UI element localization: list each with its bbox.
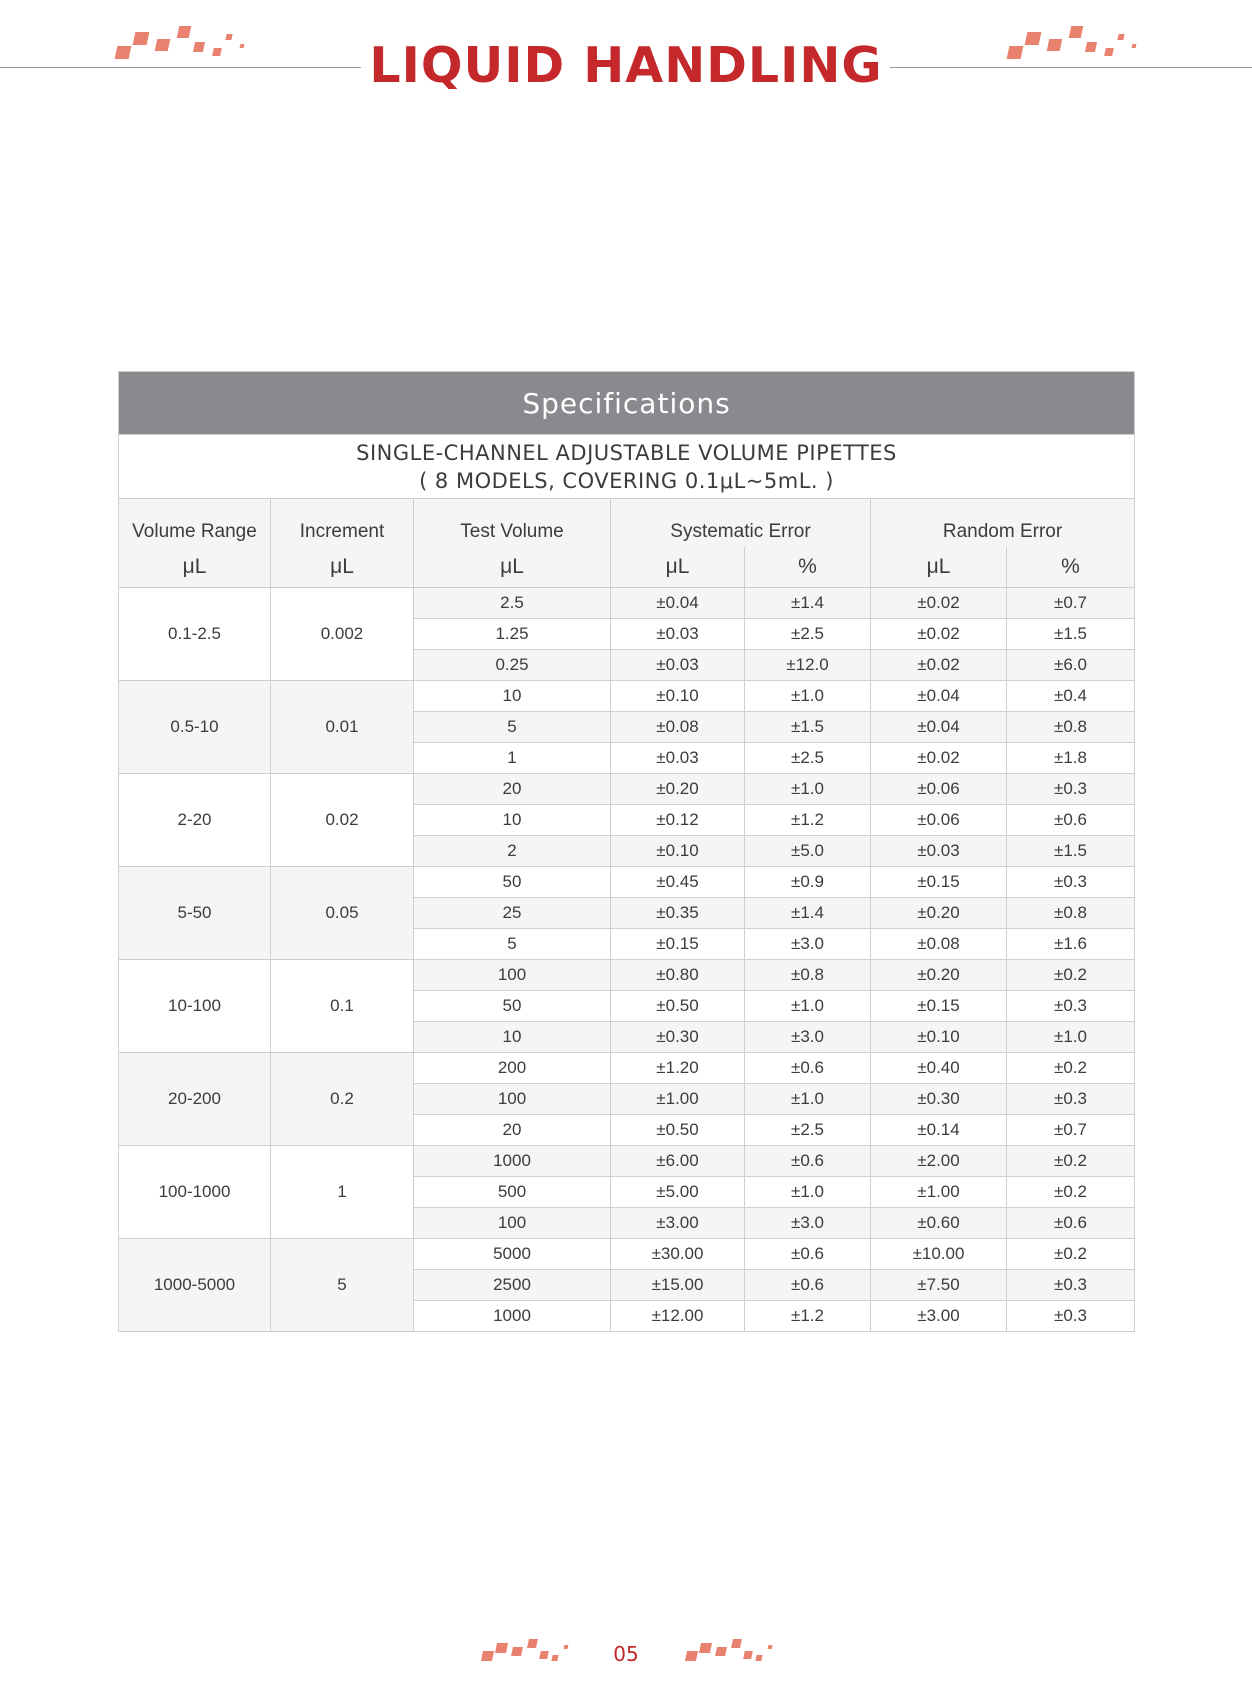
increment-cell: 0.05	[271, 867, 414, 960]
test-volume-cell: 20	[414, 774, 611, 805]
systematic-ul-cell: ±0.50	[611, 991, 745, 1022]
test-volume-cell: 1000	[414, 1146, 611, 1177]
systematic-ul-cell: ±0.30	[611, 1022, 745, 1053]
random-pct-cell: ±0.3	[1007, 774, 1135, 805]
increment-cell: 5	[271, 1239, 414, 1332]
header-random-error: Random Error	[871, 499, 1135, 548]
volume-range-cell: 2-20	[119, 774, 271, 867]
page-number: 05	[613, 1642, 639, 1666]
random-ul-cell: ±2.00	[871, 1146, 1007, 1177]
systematic-ul-cell: ±1.20	[611, 1053, 745, 1084]
volume-range-cell: 5-50	[119, 867, 271, 960]
header-test-volume: Test Volume	[414, 499, 611, 548]
random-ul-cell: ±7.50	[871, 1270, 1007, 1301]
random-ul-cell: ±0.40	[871, 1053, 1007, 1084]
test-volume-cell: 2	[414, 836, 611, 867]
systematic-pct-cell: ±1.0	[745, 681, 871, 712]
unit-test-volume: μL	[414, 547, 611, 588]
random-pct-cell: ±1.5	[1007, 836, 1135, 867]
volume-range-cell: 0.5-10	[119, 681, 271, 774]
random-ul-cell: ±0.02	[871, 743, 1007, 774]
systematic-pct-cell: ±0.9	[745, 867, 871, 898]
random-pct-cell: ±0.7	[1007, 1115, 1135, 1146]
systematic-pct-cell: ±1.2	[745, 1301, 871, 1332]
systematic-pct-cell: ±1.4	[745, 588, 871, 619]
random-ul-cell: ±0.06	[871, 774, 1007, 805]
table-subtitle	[119, 435, 1135, 499]
random-pct-cell: ±0.3	[1007, 1084, 1135, 1115]
systematic-ul-cell: ±0.15	[611, 929, 745, 960]
random-ul-cell: ±0.04	[871, 712, 1007, 743]
subtitle-line-1: SINGLE-CHANNEL ADJUSTABLE VOLUME PIPETTES	[356, 440, 897, 465]
test-volume-cell: 1.25	[414, 619, 611, 650]
test-volume-cell: 500	[414, 1177, 611, 1208]
increment-cell: 0.02	[271, 774, 414, 867]
unit-random-pct: %	[1007, 547, 1135, 588]
random-ul-cell: ±0.08	[871, 929, 1007, 960]
random-ul-cell: ±0.06	[871, 805, 1007, 836]
random-ul-cell: ±0.02	[871, 650, 1007, 681]
systematic-ul-cell: ±0.10	[611, 681, 745, 712]
systematic-ul-cell: ±0.04	[611, 588, 745, 619]
test-volume-cell: 2.5	[414, 588, 611, 619]
random-pct-cell: ±0.3	[1007, 867, 1135, 898]
systematic-pct-cell: ±3.0	[745, 1022, 871, 1053]
systematic-ul-cell: ±12.00	[611, 1301, 745, 1332]
random-ul-cell: ±0.14	[871, 1115, 1007, 1146]
test-volume-cell: 10	[414, 1022, 611, 1053]
systematic-pct-cell: ±2.5	[745, 1115, 871, 1146]
random-ul-cell: ±10.00	[871, 1239, 1007, 1270]
table-row	[119, 1239, 1135, 1270]
random-pct-cell: ±0.8	[1007, 898, 1135, 929]
random-ul-cell: ±0.60	[871, 1208, 1007, 1239]
systematic-ul-cell: ±3.00	[611, 1208, 745, 1239]
table-row	[119, 867, 1135, 898]
systematic-pct-cell: ±12.0	[745, 650, 871, 681]
random-pct-cell: ±0.6	[1007, 805, 1135, 836]
systematic-pct-cell: ±0.6	[745, 1146, 871, 1177]
volume-range-cell: 0.1-2.5	[119, 588, 271, 681]
systematic-ul-cell: ±0.45	[611, 867, 745, 898]
random-pct-cell: ±0.2	[1007, 1053, 1135, 1084]
unit-systematic-ul: μL	[611, 547, 745, 588]
systematic-pct-cell: ±1.4	[745, 898, 871, 929]
systematic-ul-cell: ±0.03	[611, 619, 745, 650]
random-pct-cell: ±1.6	[1007, 929, 1135, 960]
systematic-pct-cell: ±0.8	[745, 960, 871, 991]
unit-random-ul: μL	[871, 547, 1007, 588]
systematic-ul-cell: ±0.08	[611, 712, 745, 743]
systematic-ul-cell: ±0.80	[611, 960, 745, 991]
test-volume-cell: 25	[414, 898, 611, 929]
random-pct-cell: ±0.2	[1007, 1239, 1135, 1270]
random-pct-cell: ±6.0	[1007, 650, 1135, 681]
systematic-ul-cell: ±0.03	[611, 650, 745, 681]
systematic-ul-cell: ±15.00	[611, 1270, 745, 1301]
random-ul-cell: ±0.30	[871, 1084, 1007, 1115]
table-row	[119, 681, 1135, 712]
systematic-ul-cell: ±1.00	[611, 1084, 745, 1115]
systematic-ul-cell: ±0.20	[611, 774, 745, 805]
test-volume-cell: 50	[414, 867, 611, 898]
test-volume-cell: 10	[414, 681, 611, 712]
header-volume-range: Volume Range	[119, 499, 271, 548]
test-volume-cell: 20	[414, 1115, 611, 1146]
random-ul-cell: ±0.20	[871, 960, 1007, 991]
systematic-ul-cell: ±5.00	[611, 1177, 745, 1208]
random-pct-cell: ±1.5	[1007, 619, 1135, 650]
increment-cell: 1	[271, 1146, 414, 1239]
unit-systematic-pct: %	[745, 547, 871, 588]
systematic-pct-cell: ±1.0	[745, 1177, 871, 1208]
random-ul-cell: ±1.00	[871, 1177, 1007, 1208]
random-pct-cell: ±1.0	[1007, 1022, 1135, 1053]
random-pct-cell: ±0.2	[1007, 1146, 1135, 1177]
header-systematic-error: Systematic Error	[611, 499, 871, 548]
unit-volume-range: μL	[119, 547, 271, 588]
systematic-ul-cell: ±0.10	[611, 836, 745, 867]
header-increment: Increment	[271, 499, 414, 548]
subtitle-line-2: ( 8 MODELS, COVERING 0.1μL~5mL. )	[419, 468, 834, 493]
table-row	[119, 1053, 1135, 1084]
table-row	[119, 774, 1135, 805]
random-pct-cell: ±0.3	[1007, 991, 1135, 1022]
systematic-ul-cell: ±30.00	[611, 1239, 745, 1270]
test-volume-cell: 5	[414, 929, 611, 960]
random-pct-cell: ±0.8	[1007, 712, 1135, 743]
random-pct-cell: ±0.2	[1007, 1177, 1135, 1208]
random-ul-cell: ±0.15	[871, 991, 1007, 1022]
table-row	[119, 588, 1135, 619]
page-title: LIQUID HANDLING	[369, 37, 883, 94]
random-pct-cell: ±1.8	[1007, 743, 1135, 774]
increment-cell: 0.2	[271, 1053, 414, 1146]
systematic-pct-cell: ±1.0	[745, 991, 871, 1022]
systematic-pct-cell: ±1.0	[745, 1084, 871, 1115]
random-ul-cell: ±0.04	[871, 681, 1007, 712]
random-ul-cell: ±0.03	[871, 836, 1007, 867]
test-volume-cell: 100	[414, 960, 611, 991]
test-volume-cell: 100	[414, 1208, 611, 1239]
test-volume-cell: 5	[414, 712, 611, 743]
systematic-pct-cell: ±0.6	[745, 1239, 871, 1270]
increment-cell: 0.1	[271, 960, 414, 1053]
systematic-pct-cell: ±0.6	[745, 1270, 871, 1301]
specifications-table	[118, 371, 1135, 1332]
systematic-pct-cell: ±3.0	[745, 1208, 871, 1239]
systematic-pct-cell: ±0.6	[745, 1053, 871, 1084]
test-volume-cell: 10	[414, 805, 611, 836]
random-ul-cell: ±3.00	[871, 1301, 1007, 1332]
test-volume-cell: 100	[414, 1084, 611, 1115]
test-volume-cell: 1000	[414, 1301, 611, 1332]
section-title: Specifications	[119, 372, 1135, 435]
random-ul-cell: ±0.15	[871, 867, 1007, 898]
systematic-pct-cell: ±1.0	[745, 774, 871, 805]
table-row	[119, 960, 1135, 991]
test-volume-cell: 1	[414, 743, 611, 774]
systematic-pct-cell: ±5.0	[745, 836, 871, 867]
random-pct-cell: ±0.3	[1007, 1270, 1135, 1301]
test-volume-cell: 50	[414, 991, 611, 1022]
random-ul-cell: ±0.10	[871, 1022, 1007, 1053]
random-pct-cell: ±0.7	[1007, 588, 1135, 619]
unit-increment: μL	[271, 547, 414, 588]
systematic-ul-cell: ±0.35	[611, 898, 745, 929]
random-pct-cell: ±0.4	[1007, 681, 1135, 712]
test-volume-cell: 5000	[414, 1239, 611, 1270]
table-row	[119, 1146, 1135, 1177]
random-ul-cell: ±0.20	[871, 898, 1007, 929]
systematic-ul-cell: ±6.00	[611, 1146, 745, 1177]
systematic-pct-cell: ±1.5	[745, 712, 871, 743]
systematic-pct-cell: ±1.2	[745, 805, 871, 836]
test-volume-cell: 200	[414, 1053, 611, 1084]
random-pct-cell: ±0.6	[1007, 1208, 1135, 1239]
increment-cell: 0.01	[271, 681, 414, 774]
systematic-ul-cell: ±0.50	[611, 1115, 745, 1146]
table-body	[119, 588, 1135, 1332]
increment-cell: 0.002	[271, 588, 414, 681]
systematic-ul-cell: ±0.03	[611, 743, 745, 774]
random-pct-cell: ±0.3	[1007, 1301, 1135, 1332]
systematic-pct-cell: ±2.5	[745, 619, 871, 650]
volume-range-cell: 1000-5000	[119, 1239, 271, 1332]
systematic-ul-cell: ±0.12	[611, 805, 745, 836]
random-pct-cell: ±0.2	[1007, 960, 1135, 991]
volume-range-cell: 20-200	[119, 1053, 271, 1146]
random-ul-cell: ±0.02	[871, 619, 1007, 650]
volume-range-cell: 10-100	[119, 960, 271, 1053]
test-volume-cell: 2500	[414, 1270, 611, 1301]
systematic-pct-cell: ±3.0	[745, 929, 871, 960]
random-ul-cell: ±0.02	[871, 588, 1007, 619]
volume-range-cell: 100-1000	[119, 1146, 271, 1239]
systematic-pct-cell: ±2.5	[745, 743, 871, 774]
test-volume-cell: 0.25	[414, 650, 611, 681]
